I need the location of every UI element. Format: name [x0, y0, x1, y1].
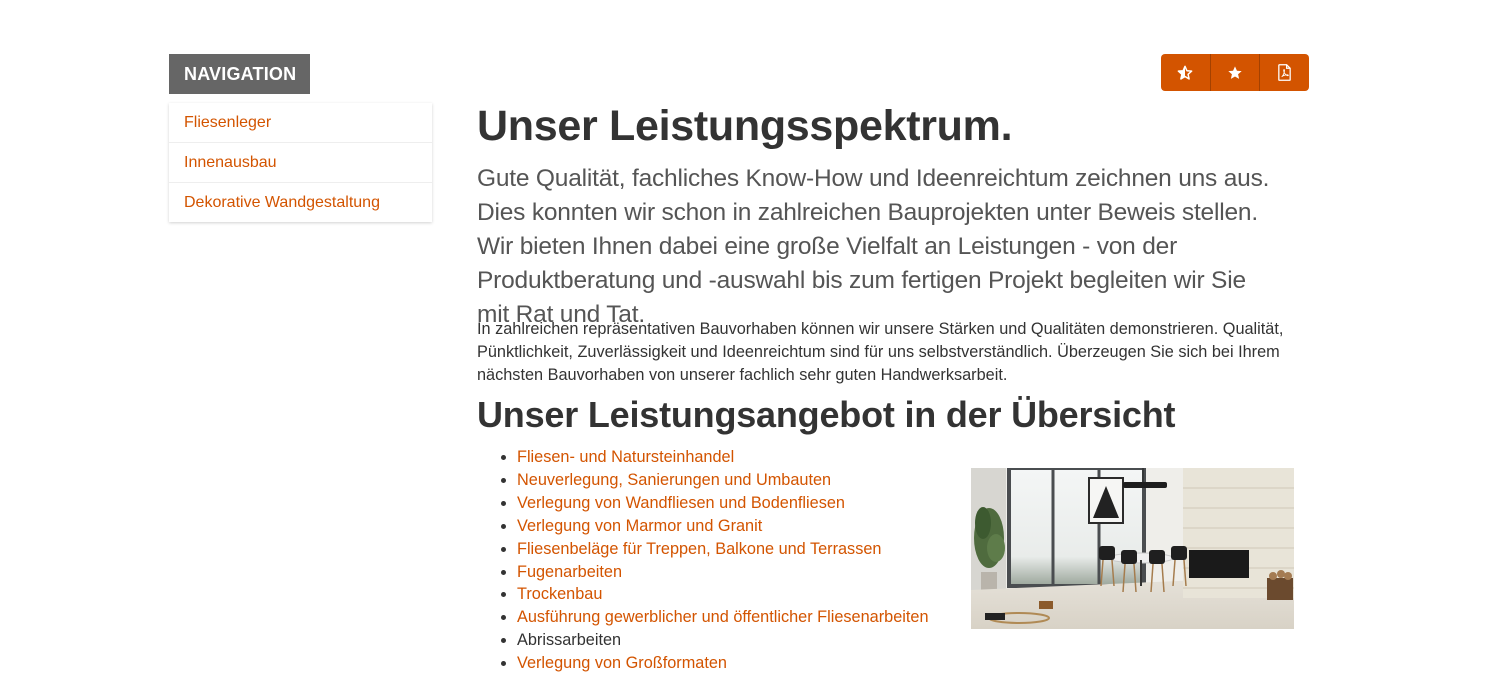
lead-paragraph: Gute Qualität, fachliches Know-How und Ideenreichtum zeichnen uns aus. Dies konnten wir schon in zahlreichen Bauprojekten unter Beweis stellen. Wir bieten Ihnen dabei eine große Vielfalt an Leistungen - von der Produktberatung und -auswahl bis zum fertigen Projekt begleiten wir Sie mit Rat und Tat.	[477, 165, 1270, 328]
service-link-gewerbliche-fliesenarbeiten[interactable]: Ausführung gewerblicher und öffentlicher Fliesenarbeiten	[517, 608, 929, 627]
list-item	[517, 583, 929, 606]
interior-photo	[971, 468, 1294, 629]
list-item	[517, 469, 929, 492]
service-link-natursteinhandel[interactable]: Fliesen- und Natursteinhandel	[517, 448, 735, 466]
service-text-abrissarbeiten: Abrissarbeiten	[517, 631, 622, 650]
rate-button[interactable]	[1161, 54, 1211, 91]
service-link-trockenbau[interactable]: Trockenbau	[517, 585, 603, 604]
service-link-fugenarbeiten[interactable]: Fugenarbeiten	[517, 562, 623, 581]
list-item	[517, 606, 929, 629]
service-link-neuverlegung[interactable]: Neuverlegung, Sanierungen und Umbauten	[517, 470, 832, 489]
pdf-button[interactable]	[1260, 54, 1309, 91]
navigation-header: NAVIGATION	[169, 54, 310, 94]
service-link-grossformate[interactable]: Verlegung von Großformaten	[517, 654, 727, 673]
list-item	[517, 515, 929, 538]
list-item	[517, 538, 929, 561]
star-icon	[1227, 65, 1243, 81]
list-item	[517, 492, 929, 515]
service-link-marmor-granit[interactable]: Verlegung von Marmor und Granit	[517, 516, 763, 535]
section-title: Unser Leistungsangebot in der Übersicht	[477, 394, 1176, 435]
sidebar-nav	[169, 103, 432, 222]
list-item	[517, 629, 929, 652]
sidebar-item-innenausbau[interactable]: Innenausbau	[169, 143, 432, 183]
page-title: Unser Leistungsspektrum.	[477, 102, 1013, 150]
service-list	[477, 446, 929, 675]
action-button-group	[1161, 54, 1309, 91]
sidebar-item-fliesenleger[interactable]: Fliesenleger	[169, 103, 432, 143]
intro-paragraph: In zahlreichen repräsentativen Bauvorhaben können wir unsere Stärken und Qualitäten demonstrieren. Qualität, Pünktlichkeit, Zuverlässigkeit und Ideenreichtum sind für uns selbstverständlich. Überzeugen Sie sich bei Ihrem nächsten Bauvorhaben von unserer fachlich sehr guten Handwerksarbeit.	[477, 320, 1284, 384]
star-half-icon	[1177, 65, 1193, 81]
favorite-button[interactable]	[1211, 54, 1261, 91]
list-item	[517, 446, 929, 469]
service-link-wandfliesen[interactable]: Verlegung von Wandfliesen und Bodenfliesen	[517, 493, 845, 512]
list-item	[517, 652, 929, 675]
service-link-treppen-balkone[interactable]: Fliesenbeläge für Treppen, Balkone und Terrassen	[517, 539, 882, 558]
pdf-icon	[1277, 64, 1292, 81]
list-item	[517, 561, 929, 584]
sidebar-item-dekorative-wandgestaltung[interactable]: Dekorative Wandgestaltung	[184, 194, 380, 211]
